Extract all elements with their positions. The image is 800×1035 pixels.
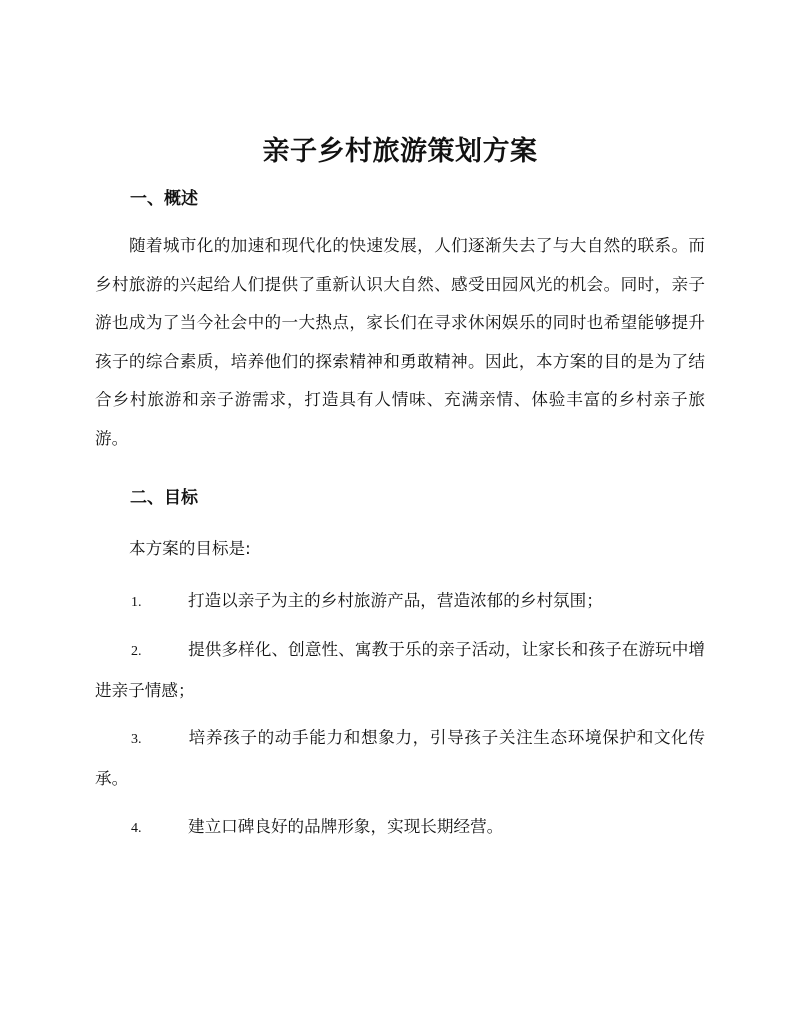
goal-text: 建立口碑良好的品牌形象，实现长期经营。 bbox=[188, 817, 504, 836]
goal-text: 培养孩子的动手能力和想象力，引导孩子关注生态环境保护和文化传承。 bbox=[95, 728, 705, 788]
section-heading-overview: 一、概述 bbox=[130, 189, 198, 209]
goal-item bbox=[95, 582, 705, 623]
goal-text: 打造以亲子为主的乡村旅游产品，营造浓郁的乡村氛围； bbox=[188, 591, 603, 610]
goal-text: 提供多样化、创意性、寓教于乐的亲子活动，让家长和孩子在游玩中增进亲子情感； bbox=[95, 640, 705, 700]
overview-paragraph: 随着城市化的加速和现代化的快速发展，人们逐渐失去了与大自然的联系。而乡村旅游的兴起给人们提供了重新认识大自然、感受田园风光的机会。同时，亲子游也成为了当今社会中的一大热点，家长们在寻求休闲娱乐的同时也希望能够提升孩子的综合素质，培养他们的探索精神和勇敢精神。因此，本方案的目的是为了结合乡村旅游和亲子游需求，打造具有人情味、充满亲情、体验丰富的乡村亲子旅游。 bbox=[95, 236, 705, 448]
document-title: 亲子乡村旅游策划方案 bbox=[262, 136, 538, 167]
goal-item bbox=[95, 808, 705, 849]
goal-item bbox=[95, 631, 705, 710]
goals-intro: 本方案的目标是: bbox=[129, 539, 251, 558]
goal-item bbox=[95, 719, 705, 798]
goal-number: 3. bbox=[131, 732, 142, 747]
goal-number: 2. bbox=[131, 644, 142, 659]
goal-number: 4. bbox=[131, 821, 142, 836]
section-heading-goals: 二、目标 bbox=[130, 488, 198, 508]
goal-number: 1. bbox=[131, 595, 142, 610]
